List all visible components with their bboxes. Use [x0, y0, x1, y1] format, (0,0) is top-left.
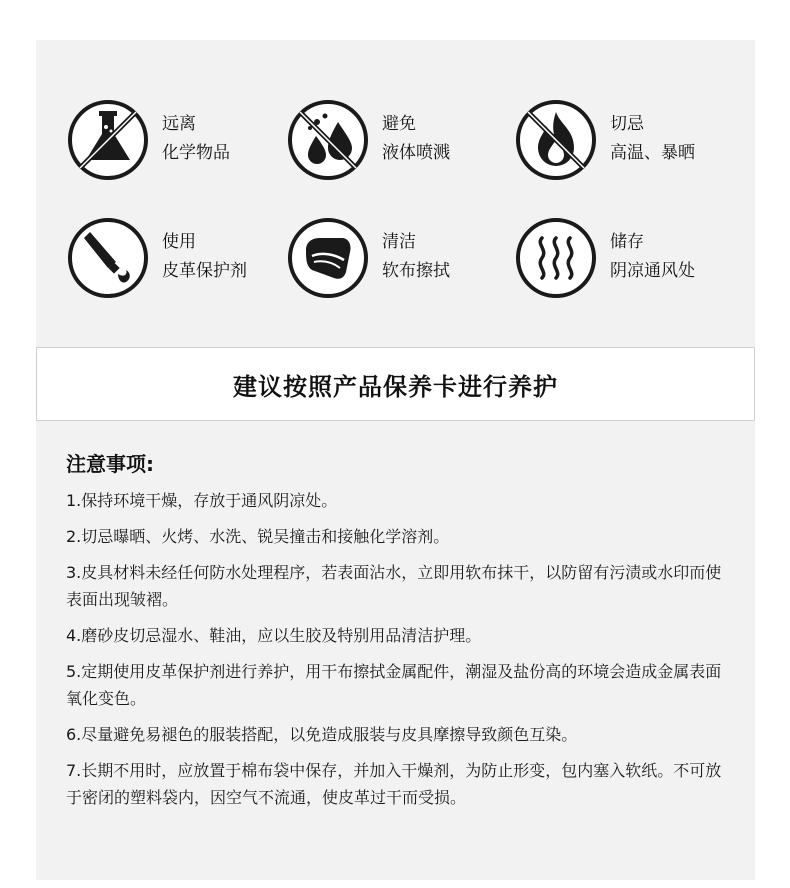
- care-item-label: [162, 110, 230, 168]
- label-line1: 储存: [610, 232, 644, 252]
- care-item-label: [610, 110, 695, 168]
- label-line1: 切忌: [610, 114, 644, 134]
- care-item-label: [610, 228, 695, 286]
- banner-text: 建议按照产品保养卡进行养护: [233, 372, 558, 401]
- note-item: 1.保持环境干燥，存放于通风阴凉处。: [66, 491, 338, 510]
- note-item: 2.切忌曝晒、火烤、水洗、锐吴撞击和接触化学溶剂。: [66, 527, 450, 546]
- care-item-label: [382, 110, 450, 168]
- note-item: 4.磨砂皮切忌湿水、鞋油，应以生胶及特别用品清洁护理。: [66, 626, 482, 645]
- note-item: 6.尽量避免易褪色的服装搭配，以免造成服装与皮具摩擦导致颜色互染。: [66, 725, 578, 744]
- care-item-storage: [514, 216, 734, 306]
- liquid-drops-icon: [286, 98, 370, 182]
- note-item: 5.定期使用皮革保护剂进行养护，用干布擦拭金属配件，潮湿及盐份高的环境会造成金属表面氧化变色。: [66, 662, 722, 708]
- label-line1: 远离: [162, 114, 196, 134]
- care-item-protector: [66, 216, 286, 306]
- notes-title: 注意事项:: [66, 452, 154, 476]
- cream-tube-icon: [66, 216, 150, 300]
- label-line2: 软布擦拭: [382, 261, 450, 281]
- fire-icon: [514, 98, 598, 182]
- note-item: 3.皮具材料未经任何防水处理程序，若表面沾水，立即用软布抹干，以防留有污渍或水印而使表面出现皱褶。: [66, 563, 722, 609]
- label-line1: 清洁: [382, 232, 416, 252]
- care-item-cleaning: [286, 216, 506, 306]
- label-line2: 皮革保护剂: [162, 261, 247, 281]
- care-icon-grid: [36, 40, 755, 347]
- label-line2: 液体喷溅: [382, 143, 450, 163]
- label-line2: 化学物品: [162, 143, 230, 163]
- ventilation-waves-icon: [514, 216, 598, 300]
- label-line1: 避免: [382, 114, 416, 134]
- care-item-liquids: [286, 98, 506, 188]
- care-card-banner: [36, 347, 755, 421]
- label-line1: 使用: [162, 232, 196, 252]
- notes-section: [66, 448, 736, 820]
- label-line2: 高温、暴晒: [610, 143, 695, 163]
- care-item-label: [382, 228, 450, 286]
- chemical-flask-icon: [66, 98, 150, 182]
- note-item: 7.长期不用时，应放置于棉布袋中保存，并加入干燥剂，为防止形变，包内塞入软纸。不可放于密闭的塑料袋内，因空气不流通，使皮革过干而受损。: [66, 761, 722, 807]
- care-item-label: [162, 228, 247, 286]
- label-line2: 阴凉通风处: [610, 261, 695, 281]
- care-item-heat: [514, 98, 734, 188]
- care-item-chemicals: [66, 98, 286, 188]
- soft-cloth-icon: [286, 216, 370, 300]
